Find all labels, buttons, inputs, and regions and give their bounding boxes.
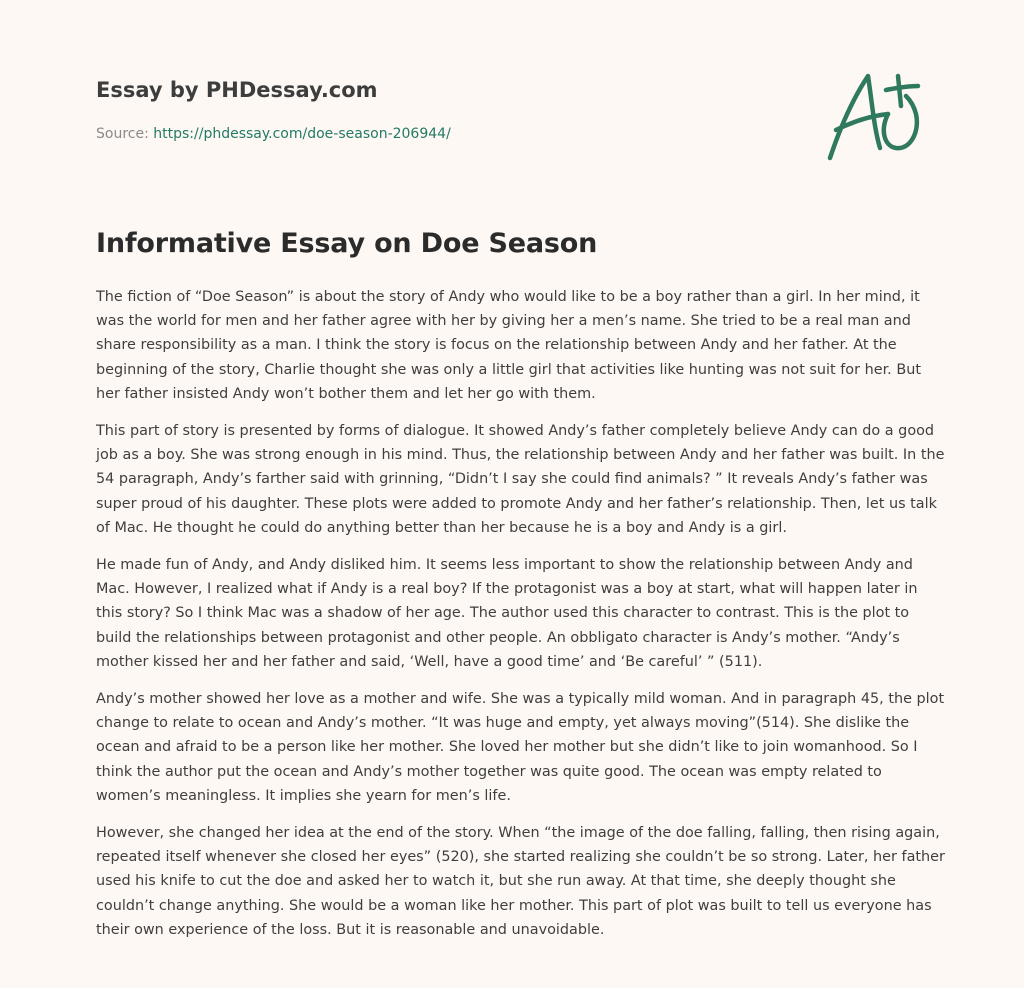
site-brand: Essay by PHDessay.com	[96, 78, 378, 102]
essay-body	[96, 285, 946, 955]
essay-title: Informative Essay on Doe Season	[96, 228, 598, 259]
essay-paragraph: He made fun of Andy, and Andy disliked him. It seems less important to show the relationship between Andy and Mac. However, I realized what if Andy is a real boy? If the protagonist was a boy at start, what will happen later in this story? So I think Mac was a shadow of her age. The author used this character to contrast. This is the plot to build the relationships between protagonist and other people. An obbligato character is Andy’s mother. “Andy’s mother kissed her and her father and said, ‘Well, have a good time’ and ‘Be careful’ ” (511).	[96, 557, 918, 670]
essay-paragraph: Andy’s mother showed her love as a mother and wife. She was a typically mild woman. And in paragraph 45, the plot change to relate to ocean and Andy’s mother. “It was huge and empty, yet always moving”(514). She dislike the ocean and afraid to be a person like her mother. She loved her mother but she didn’t like to join womanhood. So I think the author put the ocean and Andy’s mother together was quite good. The ocean was empty related to women’s meaningless. It implies she yearn for men’s life.	[96, 691, 945, 804]
source-link[interactable]: https://phdessay.com/doe-season-206944/	[153, 126, 451, 142]
essay-paragraph: The fiction of “Doe Season” is about the story of Andy who would like to be a boy rather than a girl. In her mind, it was the world for men and her father agree with her by giving her a men’s name. She tried to be a real man and share responsibility as a man. I think the story is focus on the relationship between Andy and her father. At the beginning of the story, Charlie thought she was only a little girl that activities like hunting was not suit for her. But her father insisted Andy won’t bother them and let her go with them.	[96, 289, 921, 402]
a-plus-grade-icon	[818, 66, 930, 166]
essay-paragraph: However, she changed her idea at the end of the story. When “the image of the doe falling, falling, then rising again, repeated itself whenever she closed her eyes” (520), she started realizing she couldn’t be so strong. Later, her father used his knife to cut the doe and asked her to watch it, but she run away. At that time, she deeply thought she couldn’t change anything. She would be a woman like her mother. This part of plot was built to tell us everyone has their own experience of the loss. But it is reasonable and unavoidable.	[96, 825, 945, 938]
source-label: Source:	[96, 126, 154, 142]
source-line	[96, 124, 796, 144]
essay-paragraph: This part of story is presented by forms of dialogue. It showed Andy’s father completely believe Andy can do a good job as a boy. She was strong enough in his mind. Thus, the relationship between Andy and her father was built. In the 54 paragraph, Andy’s farther said with grinning, “Didn’t I say she could find animals? ” It reveals Andy’s father was super proud of his daughter. These plots were added to promote Andy and her father’s relationship. Then, let us talk of Mac. He thought he could do anything better than her because he is a boy and Andy is a girl.	[96, 423, 945, 536]
page-header	[96, 76, 796, 144]
